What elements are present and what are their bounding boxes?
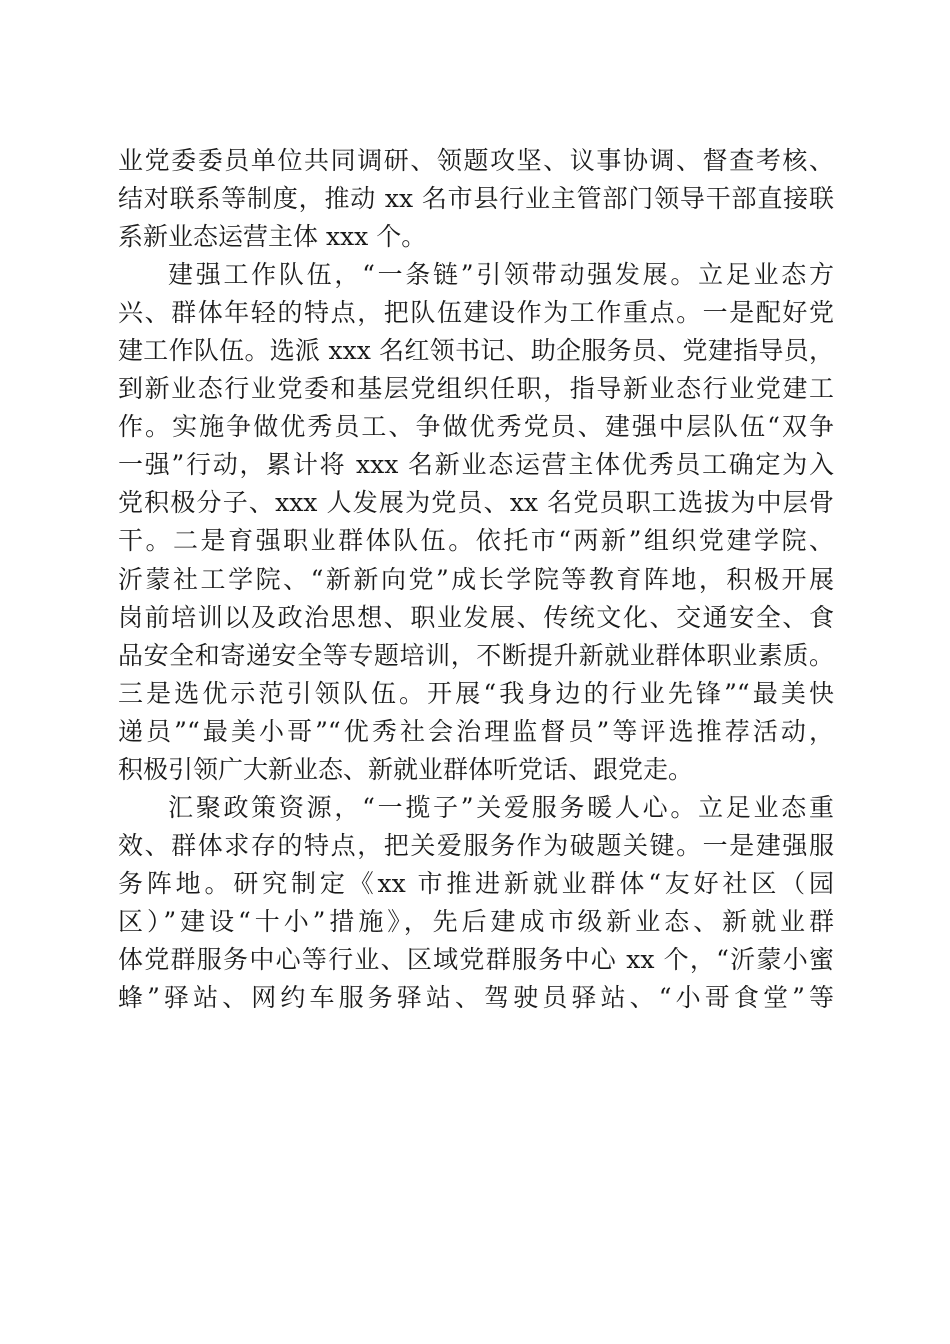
text-line: 汇聚政策资源，“一揽子”关爱服务暖人心。立足业态重 [168, 792, 834, 822]
text-line: 系新业态运营主体 xxx 个。 [118, 222, 427, 252]
text-line: 蜂”驿站、网约车服务驿站、驾驶员驿站、“小哥食堂”等 [118, 983, 834, 1013]
text-line: 积极引领广大新业态、新就业群体听党话、跟党走。 [118, 754, 694, 784]
text-line: 到新业态行业党委和基层党组织任职，指导新业态行业党建工 [118, 374, 834, 404]
text-line: 结对联系等制度，推动 xx 名市县行业主管部门领导干部直接联 [118, 184, 834, 214]
document-body [118, 142, 834, 1017]
paragraph [118, 789, 834, 1017]
text-line: 沂蒙社工学院、“新新向党”成长学院等教育阵地，积极开展 [118, 564, 834, 594]
paragraph [118, 256, 834, 789]
text-line: 一强”行动，累计将 xxx 名新业态运营主体优秀员工确定为入 [118, 450, 834, 480]
text-line: 作。实施争做优秀员工、争做优秀党员、建强中层队伍“双争 [118, 412, 834, 442]
text-line: 党积极分子、xxx 人发展为党员、xx 名党员职工选拔为中层骨 [118, 488, 834, 518]
text-line: 区）”建设“十小”措施》，先后建成市级新业态、新就业群 [118, 906, 834, 936]
text-line: 务阵地。研究制定《xx 市推进新就业群体“友好社区（园 [118, 868, 834, 898]
text-line: 业党委委员单位共同调研、领题攻坚、议事协调、督查考核、 [118, 146, 834, 175]
text-line: 递员”“最美小哥”“优秀社会治理监督员”等评选推荐活动， [118, 716, 834, 746]
text-line: 干。二是育强职业群体队伍。依托市“两新”组织党建学院、 [118, 526, 834, 556]
text-line: 兴、群体年轻的特点，把队伍建设作为工作重点。一是配好党 [118, 298, 834, 328]
paragraph [118, 142, 834, 256]
text-line: 建工作队伍。选派 xxx 名红领书记、助企服务员、党建指导员， [118, 336, 834, 366]
text-line: 岗前培训以及政治思想、职业发展、传统文化、交通安全、食 [118, 602, 834, 632]
text-line: 建强工作队伍，“一条链”引领带动强发展。立足业态方 [168, 260, 834, 290]
text-line: 体党群服务中心等行业、区域党群服务中心 xx 个，“沂蒙小蜜 [118, 944, 834, 974]
text-line: 品安全和寄递安全等专题培训，不断提升新就业群体职业素质。 [118, 640, 834, 670]
text-line: 效、群体求存的特点，把关爱服务作为破题关键。一是建强服 [118, 830, 834, 860]
text-line: 三是选优示范引领队伍。开展“我身边的行业先锋”“最美快 [118, 678, 834, 708]
